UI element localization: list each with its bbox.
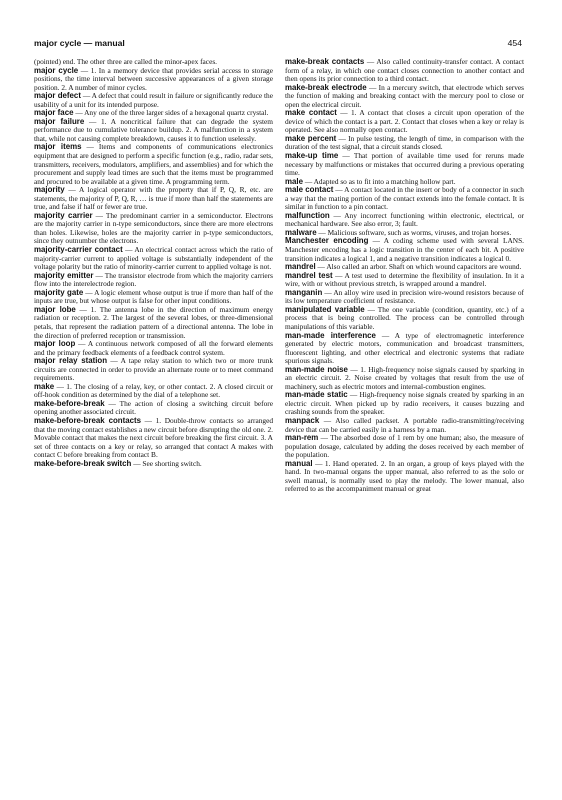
entry-definition: — Also called an arbor. Shaft on which wound capacitors are wound. — [315, 262, 522, 272]
entry-headword: make percent — [285, 133, 337, 143]
page-number: 454 — [507, 38, 522, 48]
entry-definition: — Malicious software, such as worms, viruses, and trojan horses. — [316, 227, 512, 237]
entry-definition: — 1. Double-throw contacts so arranged that the moving contact establishes a new circuit before disrupting the old one. 2. Movable contact that makes the next circuit before breaking the first circuit. 3. A set of three contacts on a key or relay, so arranged that contact A makes with contact C before breaking from contact B. — [34, 415, 273, 460]
entry-definition: — 1. A noncritical failure that can degrade the system performance due to cumulative tolerance buildup. 2. A malfunction in a system that, while not causing complete breakdown, causes it to function uselessly. — [34, 116, 273, 143]
dictionary-entry — [34, 186, 273, 212]
dictionary-entry — [285, 460, 524, 494]
entry-definition: — A continuous network composed of all the forward elements and the primary feedback elements of a feedback control system. — [34, 339, 273, 357]
entry-definition: — A contact located in the insert or body of a connector in such a way that the mating portion of the contact extends into the female contact. It is similar in function to a pin contact. — [285, 185, 524, 212]
entry-definition: — The transistor electrode from which the majority carriers flow into the interelectrode region. — [34, 270, 273, 289]
entry-definition: — See shorting switch. — [131, 458, 202, 468]
entry-headword: make-break electrode — [285, 82, 367, 92]
entry-definition: — A tape relay station to which two or more trunk circuits are connected in order to provide an alternate route or to meet command requirements. — [34, 356, 273, 383]
dictionary-entry — [285, 272, 524, 289]
left-column — [34, 58, 273, 792]
dictionary-entry — [34, 340, 273, 357]
entry-definition: — 1. High-frequency noise signals caused by sparking in an electric circuit. 2. Noise created by voltages that result from the use of machinery, such as electric motors and internal-combustion engines. — [285, 364, 524, 391]
dictionary-entry — [34, 212, 273, 246]
entry-headword: man-made noise — [285, 364, 348, 374]
right-column — [285, 58, 524, 792]
dictionary-entry — [285, 417, 524, 434]
entry-headword: majority — [34, 185, 65, 195]
entry-headword: man-made interference — [285, 330, 376, 340]
entry-headword: majority emitter — [34, 270, 94, 280]
entry-definition: — 1. The closing of a relay, key, or other contact. 2. A closed circuit or off-hook condition as determined by the dial of a telephone set. — [34, 381, 273, 400]
entry-definition: — Also called packset. A portable radio-transmitting/receiving device that can be carried easily in a harness by a man. — [285, 415, 524, 434]
dictionary-entry — [34, 118, 273, 144]
entry-definition: — A logical operator with the property that if P, Q, R, etc. are statements, the majority of P, Q, R, … is true if more than half the statements are true, and false if half or fewer are true. — [34, 185, 273, 212]
dictionary-entry — [285, 212, 524, 229]
entry-definition: — High-frequency noise signals created by sparking in an electric circuit. When picked up by radio receivers, it causes buzzing and crashing sounds from the speaker. — [285, 390, 524, 417]
entry-headword: make-before-break contacts — [34, 415, 142, 425]
entry-definition: — Any one of the three larger sides of a hexagonal quartz crystal. — [73, 108, 269, 118]
dictionary-entry — [34, 306, 273, 340]
entry-definition: — The absorbed dose of 1 rem by one human; also, the measure of population dosage, calculated by adding the doses received by each member of the population. — [285, 433, 524, 460]
dictionary-entry — [34, 460, 273, 469]
entry-definition: — An electrical contact across which the ratio of majority-carrier current to applied voltage is substantially independent of the voltage polarity but the ratio of minority-carrier current to applied voltage is not. — [34, 245, 273, 272]
entry-headword: make-break contacts — [285, 58, 365, 66]
dictionary-entry — [34, 400, 273, 417]
entry-headword: malfunction — [285, 210, 330, 220]
entry-definition: — A logic element whose output is true if more than half of the inputs are true, but whose output is false for other input conditions. — [34, 287, 273, 306]
dictionary-entry — [34, 92, 273, 109]
entry-headword: make — [34, 381, 55, 391]
entry-headword: manual — [285, 458, 313, 468]
entry-headword: majority carrier — [34, 210, 93, 220]
entry-headword: make-before-break switch — [34, 458, 132, 468]
entry-definition: — Items and components of communications electronics equipment that are designed to perform a specific function (e.g., radio, radar sets, transmitters, receivers, modulators, amplifiers, and assemblies) and for which the procurement and supply lead times are such that the items must be programmed and procured to be available at a given time. A programming term. — [34, 142, 273, 186]
entry-headword: major cycle — [34, 65, 79, 75]
dictionary-entry — [285, 237, 524, 263]
entry-definition: — Adapted so as to fit into a matching hollow part. — [303, 176, 456, 186]
entry-headword: major failure — [34, 116, 85, 126]
dictionary-entry — [285, 289, 524, 306]
dictionary-entry — [285, 58, 524, 84]
entry-headword: major face — [34, 108, 74, 118]
entry-headword: man-rem — [285, 433, 319, 443]
entry-definition: — 1. In a memory device that provides serial access to storage positions, the time interval between successive appearances of a given storage position. 2. A number of minor cycles. — [34, 65, 273, 92]
entry-headword: male — [285, 176, 303, 186]
entry-headword: manganin — [285, 287, 323, 297]
running-title: major cycle — manual — [34, 38, 125, 48]
entry-definition: — 1. Hand operated. 2. In an organ, a group of keys played with the hand. In two-manual organs the upper manual, also referred to as the solo or swell manual, is normally used to play the melody. The lower manual, also referred to as the accompaniment manual or great — [285, 458, 524, 494]
entry-headword: make-before-break — [34, 398, 105, 408]
entry-definition: — 1. The antenna lobe in the direction of maximum energy radiation or reception. 2. The largest of the several lobes, or three-dimensional petals, that represent the radiation pattern of a directional antenna. The lobe in the direction of preferred reception or transmission. — [34, 304, 273, 340]
entry-headword: Manchester encoding — [285, 236, 369, 246]
dictionary-entry — [285, 135, 524, 152]
dictionary-entry — [285, 306, 524, 332]
entry-definition: — A coding scheme used with several LANS. Manchester encoding has a logic transition in the center of each bit. A positive transition indicates a logical 1, and a negative transition indicates a logical 0. — [285, 236, 524, 263]
entry-headword: major items — [34, 142, 82, 152]
entry-headword: majority gate — [34, 287, 84, 297]
entry-headword: make contact — [285, 108, 337, 118]
entry-headword: manpack — [285, 415, 320, 425]
dictionary-entry — [34, 357, 273, 383]
entry-definition: — A defect that could result in failure or significantly reduce the usability of a unit for its intended purpose. — [34, 91, 273, 109]
dictionary-entry — [285, 152, 524, 178]
entry-definition: (pointed) end. The other three are called the minor-apex faces. — [34, 58, 218, 66]
entry-headword: major relay station — [34, 356, 108, 366]
entry-definition: — Also called continuity-transfer contact. A contact form of a relay, in which one contact closes connection to another contact and then opens its prior connection to a third contact. — [285, 58, 524, 84]
dictionary-entry — [34, 289, 273, 306]
dictionary-entry — [285, 391, 524, 417]
entry-headword: major lobe — [34, 304, 76, 314]
entry-definition: — Any incorrect functioning within electronic, electrical, or mechanical hardware. See also error, 3; fault. — [285, 210, 524, 229]
entry-headword: major defect — [34, 91, 81, 101]
dictionary-entry — [34, 272, 273, 289]
entry-definition: — An alloy wire used in precision wire-wound resistors because of its low temperature coefficient of resistance. — [285, 287, 524, 306]
entry-headword: mandrel test — [285, 270, 333, 280]
dictionary-entry — [285, 434, 524, 460]
dictionary-entry — [285, 109, 524, 135]
entry-headword: majority-carrier contact — [34, 245, 123, 255]
entry-headword: manipulated variable — [285, 304, 365, 314]
dictionary-entry — [285, 186, 524, 212]
entry-definition: — In pulse testing, the length of time, in comparison with the duration of the test signal, that a circuit stands closed. — [285, 133, 524, 152]
dictionary-entry — [34, 383, 273, 400]
entry-definition: — 1. A contact that closes a circuit upon operation of the device of which the contact is a part. 2. Contact that closes when a key or relay is operated. See also normally open contact. — [285, 108, 524, 135]
entry-headword: male contact — [285, 185, 334, 195]
entry-definition: — The action of closing a switching circuit before opening another associated circuit. — [34, 398, 273, 417]
entry-headword: malware — [285, 227, 317, 237]
entry-definition: — The predominant carrier in a semiconductor. Electrons are the majority carrier in n-type semiconductors, since there are more electrons than holes. Likewise, holes are the majority carrier in p-type semiconductors, since they outnumber the electrons. — [34, 210, 273, 246]
entry-headword: man-made static — [285, 390, 348, 400]
dictionary-entry — [285, 332, 524, 366]
dictionary-entry — [285, 84, 524, 110]
entry-definition: — In a mercury switch, that electrode which serves the function of making and breaking contact with the mercury pool to close or open the electrical circuit. — [285, 82, 524, 109]
entry-headword: make-up time — [285, 151, 339, 161]
entry-headword: major loop — [34, 339, 76, 349]
entry-definition: — That portion of available time used for reruns made necessary by malfunctions or mistakes that occurred during a previous operating time. — [285, 151, 524, 178]
entry-headword: mandrel — [285, 262, 316, 272]
dictionary-entry — [34, 143, 273, 186]
entry-definition: — The one variable (condition, quantity, etc.) of a process that is being controlled. The process can be controlled through manipulations of this variable. — [285, 304, 524, 331]
dictionary-entry — [285, 366, 524, 392]
entry-definition: — A test used to determine the flexibility of insulation. In it a wire, with or without previous stretch, is wrapped around a mandrel. — [285, 270, 524, 289]
entry-definition: — A type of electromagnetic interference generated by electric motors, communication and broadcast transmitters, fluorescent lighting, and other electrical and electronic systems that radiate spurious signals. — [285, 330, 524, 366]
dictionary-entry — [34, 417, 273, 460]
dictionary-entry — [34, 246, 273, 272]
dictionary-entry — [34, 67, 273, 93]
running-head — [34, 38, 522, 48]
